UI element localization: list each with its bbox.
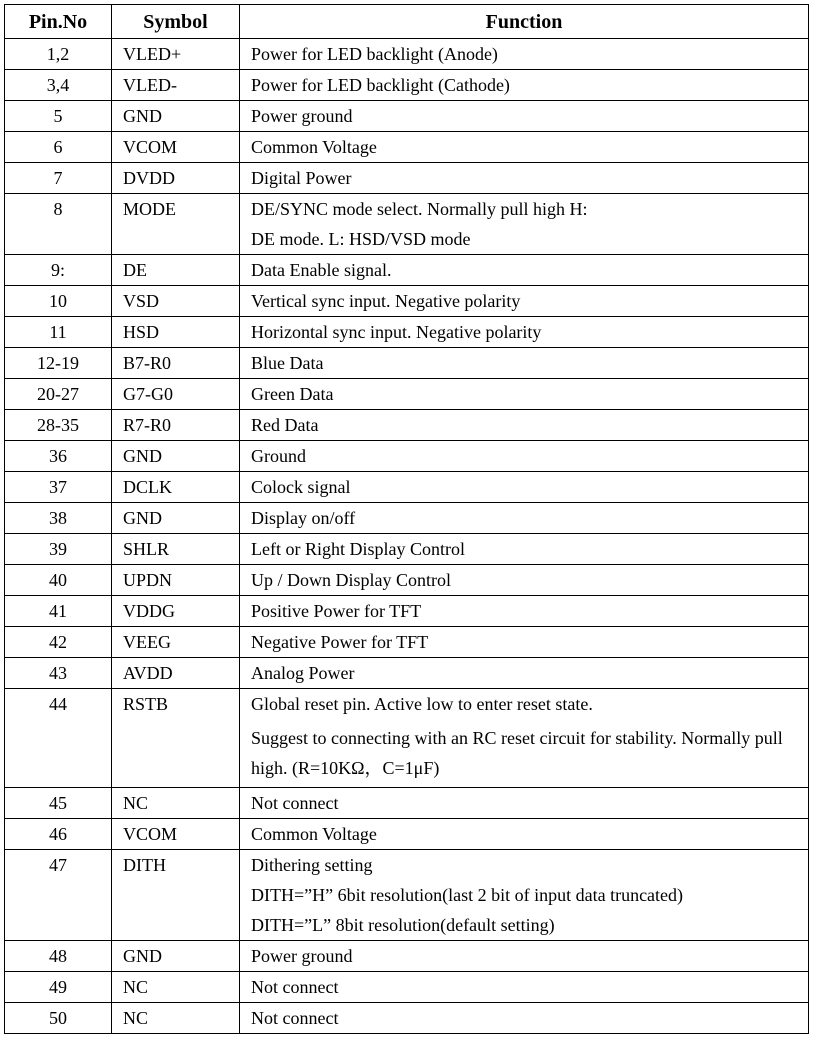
function-cell: [240, 788, 809, 819]
symbol-cell: VDDG: [112, 596, 240, 627]
table-header: [5, 5, 809, 39]
symbol-cell: RSTB: [112, 689, 240, 788]
pin-number-cell: 20-27: [5, 379, 112, 410]
table-row: [5, 132, 809, 163]
function-line: Horizontal sync input. Negative polarity: [251, 322, 542, 342]
pin-number-cell: 37: [5, 472, 112, 503]
table-row: [5, 379, 809, 410]
pin-number-cell: 44: [5, 689, 112, 788]
function-cell: [240, 441, 809, 472]
symbol-cell: DITH: [112, 850, 240, 941]
table-row: [5, 472, 809, 503]
table-row: [5, 317, 809, 348]
symbol-cell: UPDN: [112, 565, 240, 596]
table-row: [5, 410, 809, 441]
function-line: Power ground: [251, 106, 353, 126]
symbol-cell: GND: [112, 101, 240, 132]
symbol-cell: SHLR: [112, 534, 240, 565]
pin-number-cell: 1,2: [5, 39, 112, 70]
pin-number-cell: 3,4: [5, 70, 112, 101]
pin-number-cell: 40: [5, 565, 112, 596]
function-cell: [240, 39, 809, 70]
symbol-cell: AVDD: [112, 658, 240, 689]
pin-assignment-table: [4, 4, 809, 1034]
symbol-cell: VEEG: [112, 627, 240, 658]
table-row: [5, 194, 809, 255]
table-row: [5, 658, 809, 689]
pin-number-cell: 46: [5, 819, 112, 850]
header-function: Function: [240, 5, 809, 39]
pin-number-cell: 28-35: [5, 410, 112, 441]
function-cell: [240, 627, 809, 658]
table-row: [5, 441, 809, 472]
symbol-cell: B7-R0: [112, 348, 240, 379]
function-line: Left or Right Display Control: [251, 539, 465, 559]
pin-number-cell: 43: [5, 658, 112, 689]
table-row: [5, 972, 809, 1003]
table-row: [5, 255, 809, 286]
function-cell: [240, 70, 809, 101]
function-cell: [240, 132, 809, 163]
symbol-cell: VLED+: [112, 39, 240, 70]
table-row: [5, 850, 809, 941]
symbol-cell: DE: [112, 255, 240, 286]
symbol-cell: R7-R0: [112, 410, 240, 441]
function-line: Display on/off: [251, 508, 356, 528]
pin-number-cell: 41: [5, 596, 112, 627]
function-cell: [240, 194, 809, 255]
function-line: Red Data: [251, 415, 319, 435]
function-line: Blue Data: [251, 353, 324, 373]
table-row: [5, 819, 809, 850]
symbol-cell: VCOM: [112, 819, 240, 850]
function-cell: [240, 286, 809, 317]
function-line: Green Data: [251, 384, 334, 404]
table-row: [5, 70, 809, 101]
table-row: [5, 286, 809, 317]
table-row: [5, 596, 809, 627]
function-line: Common Voltage: [251, 824, 377, 844]
table-row: [5, 627, 809, 658]
function-line: Positive Power for TFT: [251, 601, 422, 621]
pin-number-cell: 50: [5, 1003, 112, 1034]
pin-number-cell: 45: [5, 788, 112, 819]
symbol-cell: HSD: [112, 317, 240, 348]
function-cell: [240, 972, 809, 1003]
pin-number-cell: 49: [5, 972, 112, 1003]
function-cell: [240, 534, 809, 565]
function-line: Power for LED backlight (Cathode): [251, 75, 510, 95]
function-cell: [240, 503, 809, 534]
symbol-cell: G7-G0: [112, 379, 240, 410]
function-cell: [240, 689, 809, 788]
pin-number-cell: 9:: [5, 255, 112, 286]
table-row: [5, 1003, 809, 1034]
symbol-cell: GND: [112, 941, 240, 972]
function-line: Ground: [251, 446, 306, 466]
function-line: Data Enable signal.: [251, 260, 392, 280]
pin-number-cell: 7: [5, 163, 112, 194]
symbol-cell: GND: [112, 441, 240, 472]
function-cell: [240, 348, 809, 379]
symbol-cell: NC: [112, 788, 240, 819]
function-cell: [240, 941, 809, 972]
symbol-cell: VSD: [112, 286, 240, 317]
table-row: [5, 101, 809, 132]
function-cell: [240, 1003, 809, 1034]
symbol-cell: MODE: [112, 194, 240, 255]
pin-number-cell: 11: [5, 317, 112, 348]
function-line: Global reset pin. Active low to enter reset state.: [251, 694, 593, 714]
symbol-cell: NC: [112, 1003, 240, 1034]
function-cell: [240, 472, 809, 503]
pin-number-cell: 42: [5, 627, 112, 658]
symbol-cell: VLED-: [112, 70, 240, 101]
function-line: Suggest to connecting with an RC reset circuit for stability. Normally pull high. (R=10KΩ，C=1μF): [251, 728, 783, 778]
function-line: DITH=”L” 8bit resolution(default setting): [251, 915, 555, 935]
function-line: Common Voltage: [251, 137, 377, 157]
function-line: Digital Power: [251, 168, 352, 188]
symbol-cell: VCOM: [112, 132, 240, 163]
symbol-cell: GND: [112, 503, 240, 534]
pin-number-cell: 38: [5, 503, 112, 534]
function-cell: [240, 379, 809, 410]
symbol-cell: NC: [112, 972, 240, 1003]
function-cell: [240, 163, 809, 194]
function-cell: [240, 317, 809, 348]
function-line: Vertical sync input. Negative polarity: [251, 291, 521, 311]
table-row: [5, 348, 809, 379]
function-line: Negative Power for TFT: [251, 632, 429, 652]
table-body: [5, 39, 809, 1034]
function-cell: [240, 101, 809, 132]
function-line: Not connect: [251, 793, 339, 813]
function-line: DE mode. L: HSD/VSD mode: [251, 229, 471, 249]
function-line: Power ground: [251, 946, 353, 966]
table-row: [5, 503, 809, 534]
header-row: [5, 5, 809, 39]
header-symbol: Symbol: [112, 5, 240, 39]
function-cell: [240, 819, 809, 850]
function-line: DITH=”H” 6bit resolution(last 2 bit of input data truncated): [251, 885, 684, 905]
function-cell: [240, 410, 809, 441]
symbol-cell: DCLK: [112, 472, 240, 503]
pin-number-cell: 12-19: [5, 348, 112, 379]
function-cell: [240, 850, 809, 941]
pin-number-cell: 10: [5, 286, 112, 317]
pin-number-cell: 47: [5, 850, 112, 941]
function-line: Colock signal: [251, 477, 351, 497]
function-line: Dithering setting: [251, 855, 373, 875]
function-line: DE/SYNC mode select. Normally pull high H:: [251, 199, 588, 219]
function-cell: [240, 658, 809, 689]
pin-number-cell: 39: [5, 534, 112, 565]
function-cell: [240, 565, 809, 596]
function-line: Not connect: [251, 1008, 339, 1028]
pin-number-cell: 36: [5, 441, 112, 472]
table-row: [5, 689, 809, 788]
pin-number-cell: 48: [5, 941, 112, 972]
table-row: [5, 788, 809, 819]
function-line: Up / Down Display Control: [251, 570, 451, 590]
pin-number-cell: 5: [5, 101, 112, 132]
table-row: [5, 163, 809, 194]
function-line: Not connect: [251, 977, 339, 997]
table-row: [5, 39, 809, 70]
function-line: Analog Power: [251, 663, 355, 683]
function-line: Power for LED backlight (Anode): [251, 44, 498, 64]
function-cell: [240, 596, 809, 627]
table-row: [5, 941, 809, 972]
function-cell: [240, 255, 809, 286]
table-row: [5, 565, 809, 596]
header-pin-no: Pin.No: [5, 5, 112, 39]
table-row: [5, 534, 809, 565]
pin-number-cell: 8: [5, 194, 112, 255]
pin-number-cell: 6: [5, 132, 112, 163]
symbol-cell: DVDD: [112, 163, 240, 194]
